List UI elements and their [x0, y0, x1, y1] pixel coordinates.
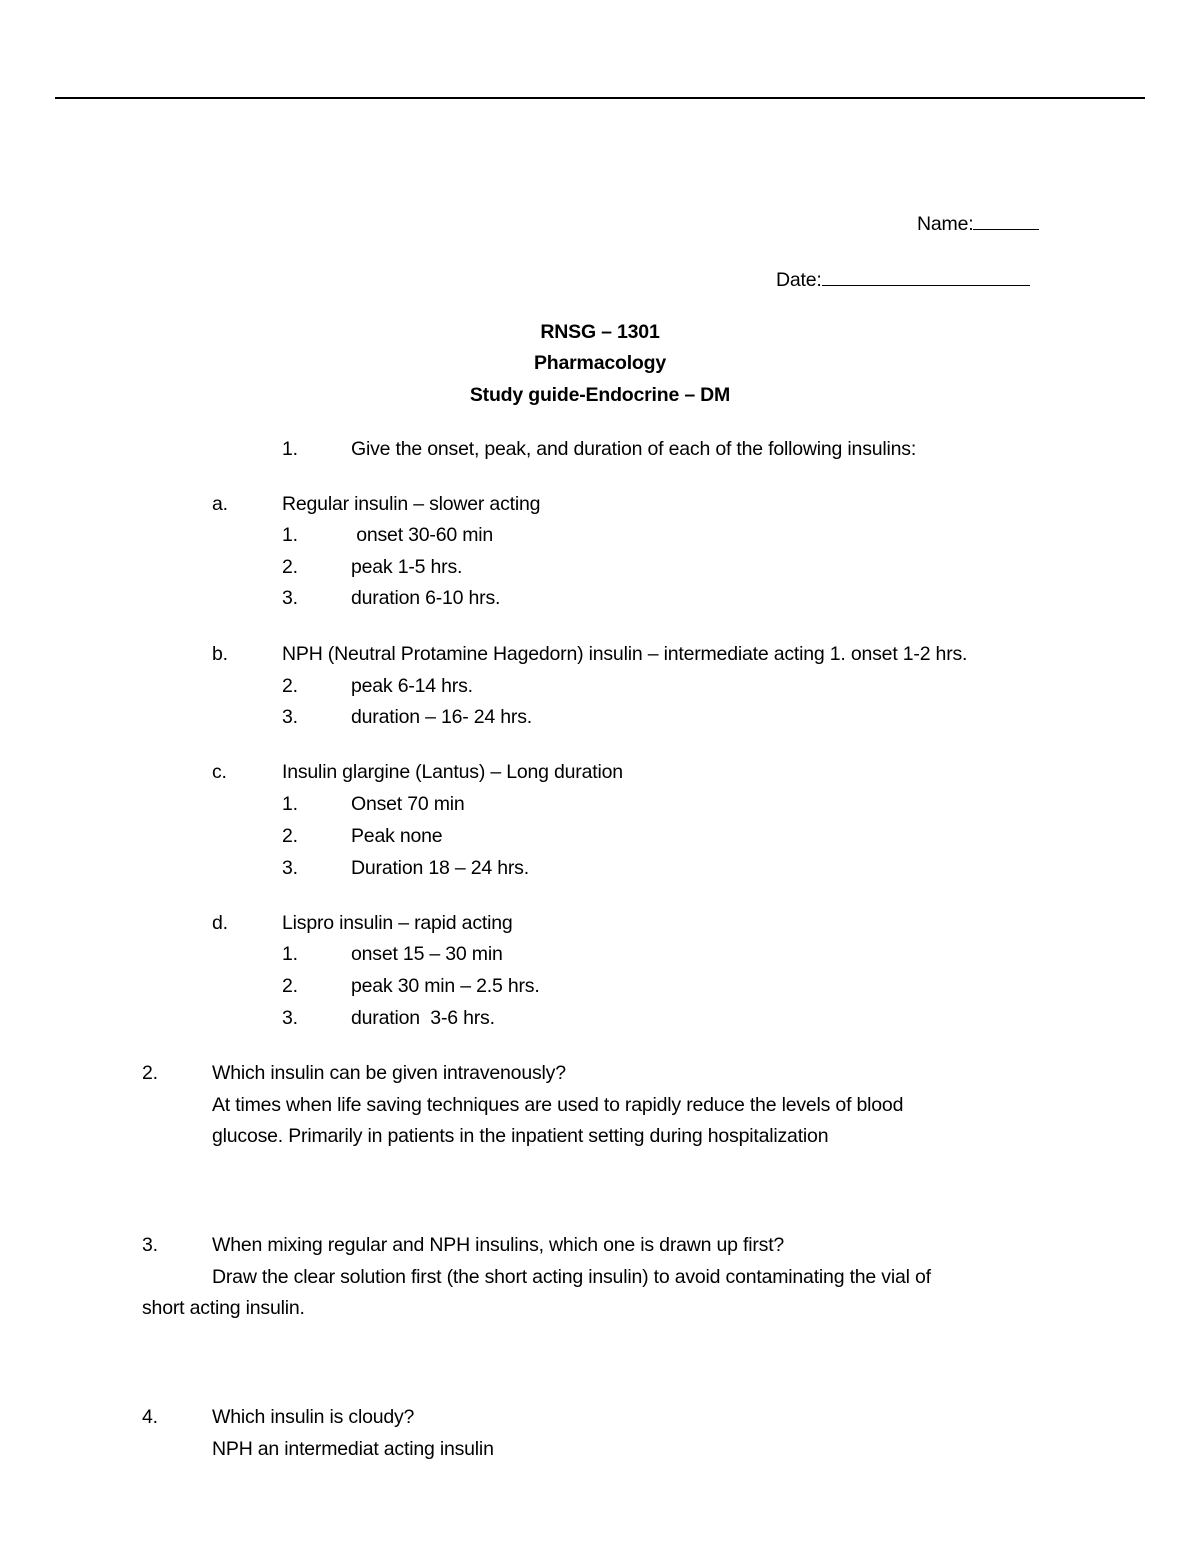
q1d-item-text: peak 30 min – 2.5 hrs.: [351, 975, 540, 997]
q1c-letter: c.: [212, 761, 227, 783]
q4-question: Which insulin is cloudy?: [212, 1406, 415, 1428]
date-field: [776, 268, 1030, 292]
q1b-item-text: duration – 16- 24 hrs.: [351, 706, 532, 728]
q1b-item-number: 2.: [282, 675, 298, 697]
q1d-item-text: onset 15 – 30 min: [351, 943, 503, 965]
q1b-title: NPH (Neutral Protamine Hagedorn) insulin – intermediate acting 1. onset 1-2 hrs.: [282, 643, 968, 665]
q3-question: When mixing regular and NPH insulins, which one is drawn up first?: [212, 1234, 785, 1256]
date-label: Date:: [776, 269, 822, 291]
q2-answer-line: At times when life saving techniques are used to rapidly reduce the levels of blood: [212, 1094, 904, 1116]
q3-answer-line: short acting insulin.: [142, 1297, 305, 1319]
q1d-item-number: 1.: [282, 943, 298, 965]
q3-answer-line: Draw the clear solution first (the short acting insulin) to avoid contaminating the vial of: [212, 1266, 931, 1288]
date-blank-line: [822, 268, 1030, 286]
q1a-item-text: peak 1-5 hrs.: [351, 556, 463, 578]
name-blank-line: [973, 212, 1039, 230]
q1a-item-number: 1.: [282, 524, 298, 546]
q2-number: 2.: [142, 1062, 158, 1084]
q1d-letter: d.: [212, 912, 228, 934]
q4-number: 4.: [142, 1406, 158, 1428]
q4-answer: NPH an intermediat acting insulin: [212, 1438, 494, 1460]
q1c-item-text: Onset 70 min: [351, 793, 465, 815]
header-rule: [55, 97, 1145, 99]
q2-answer-line: glucose. Primarily in patients in the inpatient setting during hospitalization: [212, 1125, 829, 1147]
subject-title: Pharmacology: [534, 352, 666, 374]
q1c-title: Insulin glargine (Lantus) – Long duration: [282, 761, 623, 783]
q1b-item-text: peak 6-14 hrs.: [351, 675, 473, 697]
q1d-item-number: 3.: [282, 1007, 298, 1029]
q1a-letter: a.: [212, 493, 228, 515]
q1a-title: Regular insulin – slower acting: [282, 493, 541, 515]
q1a-item-number: 2.: [282, 556, 298, 578]
name-label: Name:: [917, 213, 974, 235]
q1d-item-text: duration 3-6 hrs.: [351, 1007, 495, 1029]
q1c-item-text: Duration 18 – 24 hrs.: [351, 857, 529, 879]
course-title: RNSG – 1301: [540, 321, 660, 343]
q1c-item-text: Peak none: [351, 825, 443, 847]
name-field: [917, 212, 1039, 236]
q1c-item-number: 2.: [282, 825, 298, 847]
q2-question: Which insulin can be given intravenously?: [212, 1062, 566, 1084]
q1a-item-text: duration 6-10 hrs.: [351, 587, 501, 609]
q1-number: 1.: [282, 438, 298, 460]
q1a-item-number: 3.: [282, 587, 298, 609]
q1d-title: Lispro insulin – rapid acting: [282, 912, 513, 934]
q1-question: Give the onset, peak, and duration of each of the following insulins:: [351, 438, 917, 460]
q1c-item-number: 3.: [282, 857, 298, 879]
q1a-item-text: onset 30-60 min: [351, 524, 494, 546]
q1b-letter: b.: [212, 643, 228, 665]
q1b-item-number: 3.: [282, 706, 298, 728]
q1d-item-number: 2.: [282, 975, 298, 997]
q3-number: 3.: [142, 1234, 158, 1256]
guide-title: Study guide-Endocrine – DM: [469, 384, 731, 406]
q1c-item-number: 1.: [282, 793, 298, 815]
